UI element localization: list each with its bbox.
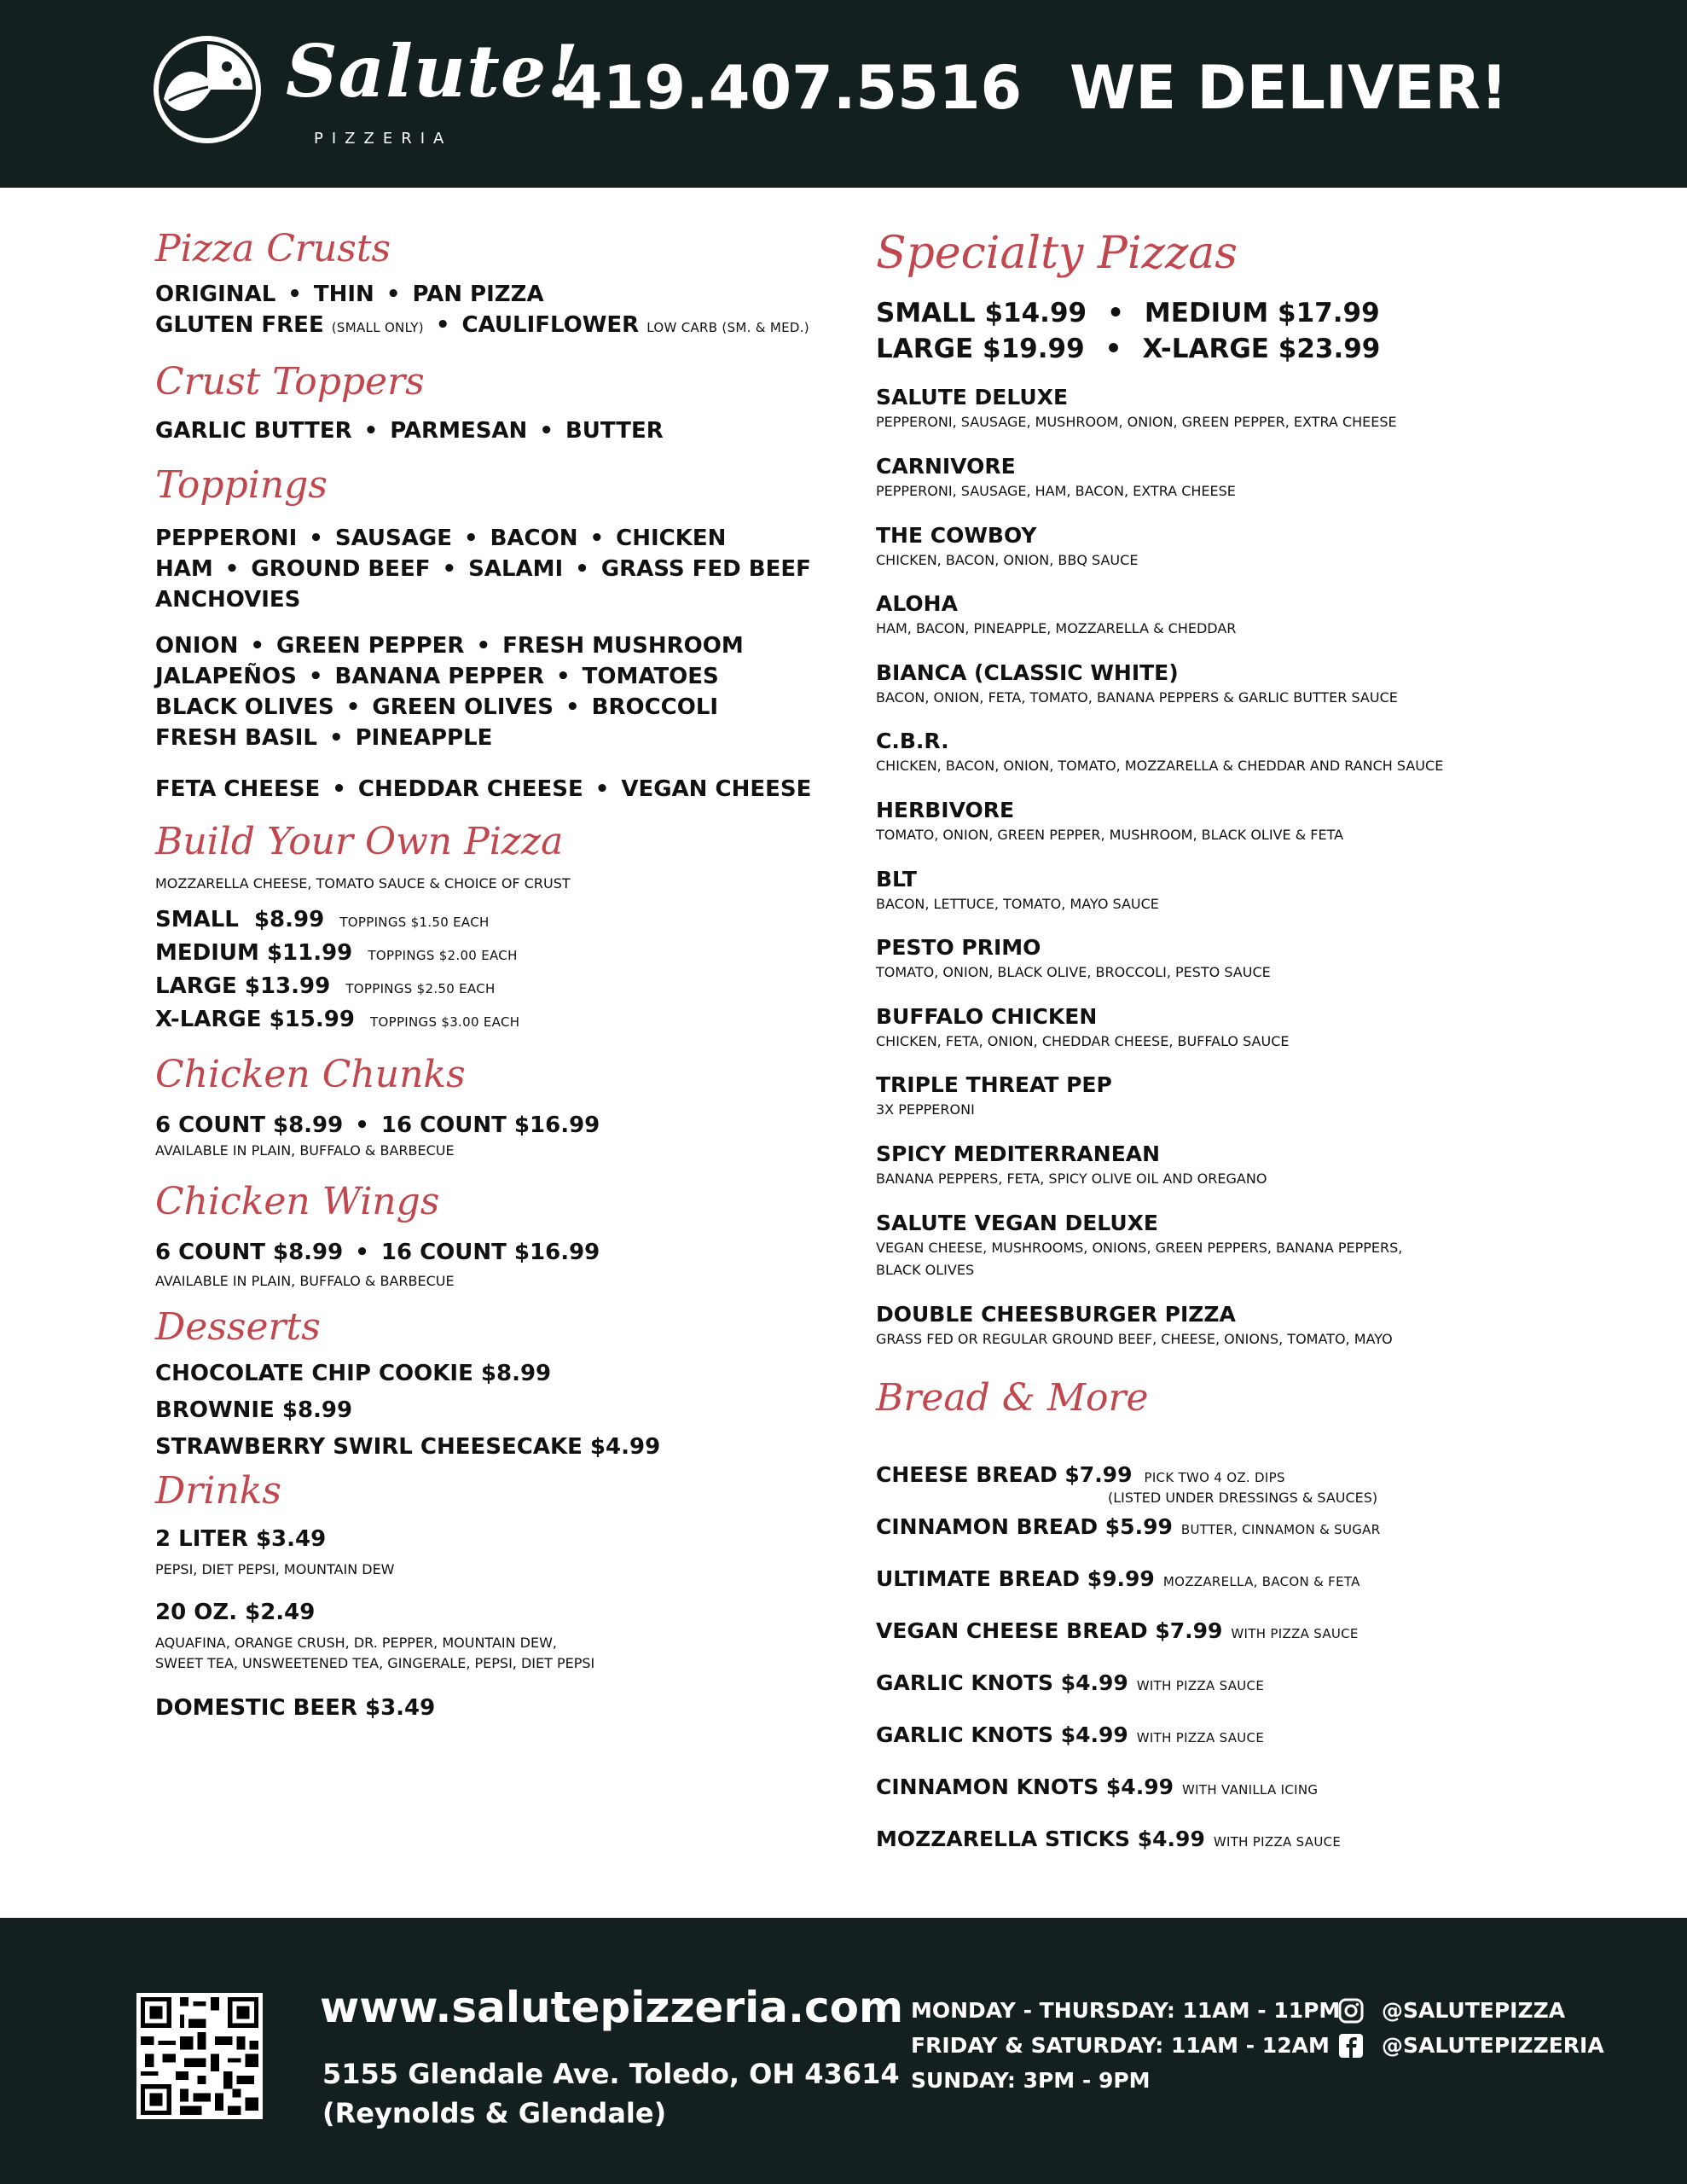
drink-note: AQUAFINA, ORANGE CRUSH, DR. PEPPER, MOUNTAIN DEW, (155, 1635, 558, 1652)
chicken-wings-title: Chicken Wings (155, 1179, 440, 1223)
dessert-item: STRAWBERRY SWIRL CHEESECAKE $4.99 (155, 1433, 661, 1460)
specialty-item: HERBIVORE TOMATO, ONION, GREEN PEPPER, MUSHROOM, BLACK OLIVE & FETA (876, 797, 1344, 843)
wings-price-line: 6 COUNT $8.99 • 16 COUNT $16.99 (155, 1239, 600, 1265)
specialty-item: PESTO PRIMO TOMATO, ONION, BLACK OLIVE, BROCCOLI, PESTO SAUCE (876, 935, 1271, 981)
bread-item: GARLIC KNOTS $4.99 WITH PIZZA SAUCE (876, 1722, 1265, 1748)
size-price-row: SMALL $8.99 TOPPINGS $1.50 EACH (155, 907, 490, 933)
toppings-line: ANCHOVIES (155, 587, 301, 613)
size-price-row: LARGE $13.99 TOPPINGS $2.50 EACH (155, 973, 496, 1000)
delivery-banner: WE DELIVER! (1070, 53, 1508, 123)
chicken-wings-section (155, 1180, 855, 1292)
bread-item: CINNAMON BREAD $5.99 BUTTER, CINNAMON & SUGAR (876, 1514, 1381, 1540)
pizza-leaf-logo-icon (152, 34, 263, 145)
build-your-own-desc: MOZZARELLA CHEESE, TOMATO SAUCE & CHOICE OF CRUST (155, 875, 571, 892)
right-menu-column (876, 213, 1626, 1878)
specialty-item: SALUTE DELUXE PEPPERONI, SAUSAGE, MUSHROOM, ONION, GREEN PEPPER, EXTRA CHEESE (876, 385, 1397, 431)
cheese-toppings-line: FETA CHEESE • CHEDDAR CHEESE • VEGAN CHEESE (155, 776, 812, 803)
specialty-item: BLT BACON, LETTUCE, TOMATO, MAYO SAUCE (876, 866, 1159, 912)
drink-item: 20 OZ. $2.49 (155, 1600, 316, 1626)
specialty-pizzas-section (876, 227, 1626, 1369)
hours-line: FRIDAY & SATURDAY: 11AM - 12AM (911, 2033, 1330, 2058)
crust-toppers-section (155, 360, 855, 446)
bread-item: CHEESE BREAD $7.99 PICK TWO 4 OZ. DIPS (LISTED UNDER DRESSINGS & SAUCES) (876, 1462, 1378, 1507)
address-line: (Reynolds & Glendale) (322, 2097, 667, 2129)
toppings-line: BLACK OLIVES • GREEN OLIVES • BROCCOLI (155, 694, 719, 721)
build-your-own-title: Build Your Own Pizza (155, 820, 564, 864)
crust-topper: BUTTER (565, 417, 664, 444)
bread-item: VEGAN CHEESE BREAD $7.99 WITH PIZZA SAUCE (876, 1618, 1359, 1644)
specialty-item: TRIPLE THREAT PEP 3X PEPPERONI (876, 1072, 1112, 1118)
address-block (322, 2054, 900, 2133)
brand-name: Salute! (286, 29, 580, 113)
hours-line: SUNDAY: 3PM - 9PM (911, 2068, 1151, 2093)
toppings-title: Toppings (155, 462, 328, 507)
left-menu-column (155, 213, 855, 1723)
specialty-price-line: LARGE $19.99 • X-LARGE $23.99 (876, 334, 1381, 365)
hours-block (911, 1993, 1340, 2098)
specialty-item: DOUBLE CHEESBURGER PIZZA GRASS FED OR REGULAR GROUND BEEF, CHEESE, ONIONS, TOMATO, MAYO (876, 1301, 1393, 1347)
hours-line: MONDAY - THURSDAY: 11AM - 11PM (911, 1998, 1341, 2023)
header-bar (0, 0, 1687, 188)
drinks-section (155, 1469, 855, 1724)
drinks-title: Drinks (155, 1468, 281, 1513)
build-your-own-section (155, 820, 855, 1037)
brand-subtitle: PIZZERIA (314, 130, 453, 148)
crust-option: GLUTEN FREE (155, 311, 324, 338)
desserts-section (155, 1305, 855, 1466)
bread-more-section (876, 1376, 1626, 1879)
bread-item: MOZZARELLA STICKS $4.99 WITH PIZZA SAUCE (876, 1827, 1342, 1852)
crust-toppers-title: Crust Toppers (155, 359, 425, 404)
footer-bar (0, 1918, 1687, 2184)
specialty-item: CARNIVORE PEPPERONI, SAUSAGE, HAM, BACON, EXTRA CHEESE (876, 453, 1236, 499)
specialty-item: SPICY MEDITERRANEAN BANANA PEPPERS, FETA, SPICY OLIVE OIL AND OREGANO (876, 1141, 1267, 1187)
address-line: 5155 Glendale Ave. Toledo, OH 43614 (322, 2058, 900, 2090)
crust-options-line: ORIGINAL • THIN • PAN PIZZA (155, 281, 544, 307)
drink-item: 2 LITER $3.49 (155, 1526, 327, 1553)
chicken-chunks-title: Chicken Chunks (155, 1053, 466, 1097)
crust-special-line: GLUTEN FREE (SMALL ONLY) • CAULIFLOWER LOW CARB (SM. & MED.) (155, 311, 809, 338)
crust-toppers-line: GARLIC BUTTER • PARMESAN • BUTTER (155, 417, 664, 444)
chunks-note: AVAILABLE IN PLAIN, BUFFALO & BARBECUE (155, 1141, 455, 1159)
crust-option: THIN (313, 281, 374, 307)
crust-note: (SMALL ONLY) (331, 319, 424, 335)
specialty-list (876, 384, 1626, 1368)
instagram-handle: @SALUTEPIZZA (1382, 1998, 1566, 2023)
instagram-link[interactable] (1337, 1993, 1604, 2028)
crust-option: CAULIFLOWER (461, 311, 640, 338)
wings-note: AVAILABLE IN PLAIN, BUFFALO & BARBECUE (155, 1272, 455, 1289)
bread-more-title: Bread & More (876, 1375, 1149, 1420)
specialty-item: BUFFALO CHICKEN CHICKEN, FETA, ONION, CHEDDAR CHEESE, BUFFALO SAUCE (876, 1003, 1290, 1049)
drink-note: SWEET TEA, UNSWEETENED TEA, GINGERALE, PEPSI, DIET PEPSI (155, 1655, 595, 1672)
specialty-item: BIANCA (CLASSIC WHITE) BACON, ONION, FETA, TOMATO, BANANA PEPPERS & GARLIC BUTTER SAUCE (876, 659, 1398, 706)
desserts-title: Desserts (155, 1304, 321, 1349)
instagram-icon (1337, 1997, 1365, 2024)
phone-number[interactable]: 419.407.5516 (561, 53, 1023, 123)
qr-code-icon[interactable] (136, 1993, 263, 2119)
toppings-line: HAM • GROUND BEEF • SALAMI • GRASS FED BEEF (155, 556, 811, 583)
specialty-item: SALUTE VEGAN DELUXE VEGAN CHEESE, MUSHROOMS, ONIONS, GREEN PEPPERS, BANANA PEPPERS, BLACK OLIVES (876, 1210, 1403, 1278)
toppings-line: FRESH BASIL • PINEAPPLE (155, 725, 493, 752)
size-price-row: X-LARGE $15.99 TOPPINGS $3.00 EACH (155, 1007, 520, 1033)
drink-note: PEPSI, DIET PEPSI, MOUNTAIN DEW (155, 1561, 395, 1578)
crust-topper: PARMESAN (390, 417, 528, 444)
specialty-pizzas-title: Specialty Pizzas (876, 228, 1238, 279)
toppings-line: JALAPEÑOS • BANANA PEPPER • TOMATOES (155, 664, 719, 690)
dessert-item: BROWNIE $8.99 (155, 1397, 353, 1423)
crust-note: LOW CARB (SM. & MED.) (646, 319, 809, 335)
dessert-item: CHOCOLATE CHIP COOKIE $8.99 (155, 1360, 552, 1386)
facebook-icon (1337, 2032, 1365, 2059)
toppings-line: ONION • GREEN PEPPER • FRESH MUSHROOM (155, 633, 744, 659)
crust-option: PAN PIZZA (412, 281, 544, 307)
facebook-link[interactable] (1337, 2028, 1604, 2063)
facebook-handle: @SALUTEPIZZERIA (1382, 2033, 1604, 2058)
specialty-item: C.B.R. CHICKEN, BACON, ONION, TOMATO, MOZZARELLA & CHEDDAR AND RANCH SAUCE (876, 729, 1444, 775)
specialty-item: THE COWBOY CHICKEN, BACON, ONION, BBQ SAUCE (876, 522, 1139, 568)
toppings-line: PEPPERONI • SAUSAGE • BACON • CHICKEN (155, 526, 727, 552)
bread-item: CINNAMON KNOTS $4.99 WITH VANILLA ICING (876, 1774, 1319, 1800)
size-price-row: MEDIUM $11.99 TOPPINGS $2.00 EACH (155, 940, 518, 967)
pizza-crusts-section (155, 227, 855, 343)
crust-option: ORIGINAL (155, 281, 276, 307)
website-link[interactable]: www.salutepizzeria.com (320, 1983, 904, 2032)
drink-item: DOMESTIC BEER $3.49 (155, 1695, 436, 1722)
toppings-section (155, 463, 855, 805)
crust-topper: GARLIC BUTTER (155, 417, 352, 444)
specialty-item: ALOHA HAM, BACON, PINEAPPLE, MOZZARELLA & CHEDDAR (876, 591, 1237, 637)
bread-item: GARLIC KNOTS $4.99 WITH PIZZA SAUCE (876, 1670, 1265, 1696)
bread-item: ULTIMATE BREAD $9.99 MOZZARELLA, BACON & FETA (876, 1566, 1360, 1592)
specialty-price-line: SMALL $14.99 • MEDIUM $17.99 (876, 298, 1380, 329)
chunks-price-line: 6 COUNT $8.99 • 16 COUNT $16.99 (155, 1112, 600, 1138)
social-block (1337, 1993, 1604, 2063)
chicken-chunks-section (155, 1053, 855, 1161)
pizza-crusts-title: Pizza Crusts (155, 227, 391, 270)
